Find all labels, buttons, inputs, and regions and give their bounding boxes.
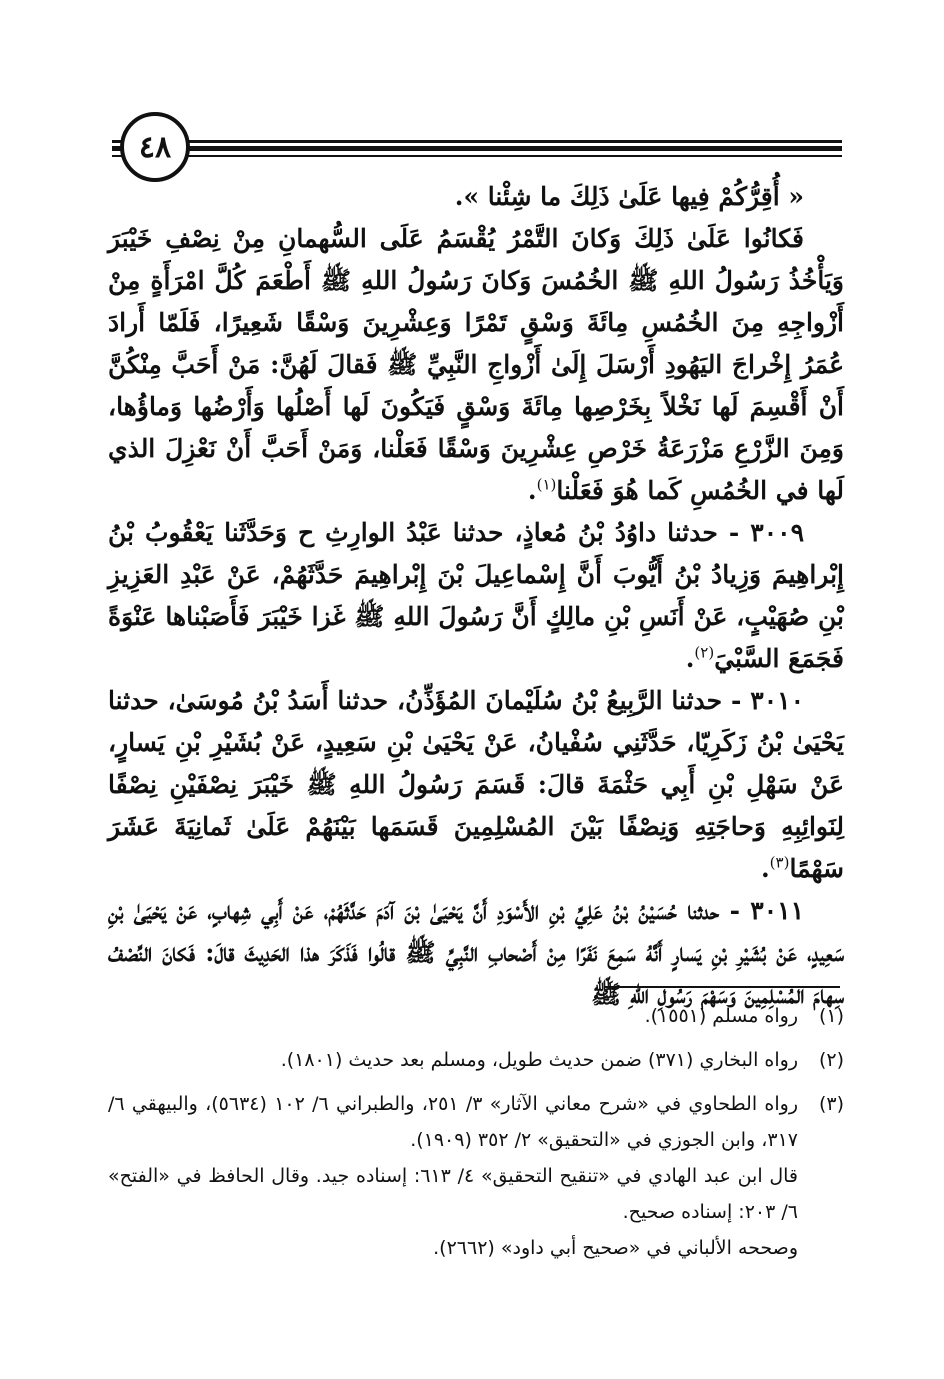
paragraph-text: ٣٠١١ - حدثنا حُسَيْنُ بْنُ عَلِيِّ بْنِ الأَسْوَدِ أَنَّ يَحْيَىٰ بْنَ آدَمَ حَدَّثَهُمْ، عَنْ أَبِي شِهابٍ، عَنْ يَحْيَىٰ بْنِ سَعِيدٍ، عَنْ بُشَيْرِ بْنِ يَسارٍ أَنَّهُ سَمِعَ نَفَرًا مِنْ أَصْحابِ النَّبِيِّ ﷺ قالُوا فَذَكَرَ هذا الحَدِيثَ قالَ: فَكانَ النِّصْفُ سِهامَ المُسْلِمِينَ وَسَهْمَ رَسُولِ اللهِ ﷺ [108,896,844,1009]
footnote-line: رواه مسلم (١٥٥١). [644,1005,798,1027]
footnote-ref: (١) [536,475,557,494]
page-number: ٤٨ [120,112,190,182]
footnote-line: رواه البخاري (٣٧١) ضمن حديث طويل، ومسلم بعد حديث (١٨٠١). [280,1049,798,1071]
main-text [108,176,844,1016]
footnote [108,1042,844,1078]
paragraph [108,176,844,218]
footnote-text [108,998,798,1034]
paragraph-end: . [527,476,537,505]
footnote-number: (٢) [818,1049,844,1071]
footnote-ref: (٢) [694,643,715,662]
footnote-number: (١) [818,1005,844,1027]
page-header [112,112,842,186]
footnotes [108,998,844,1274]
hadith-paragraph [108,680,844,890]
footnote-ref: (٣) [769,853,790,872]
paragraph-text: فَكانُوا عَلَىٰ ذَلِكَ وَكانَ التَّمْرُ يُقْسَمُ عَلَى السُّهمانِ مِنْ نِصْفِ خَيْبَرَ وَيَأْخُذُ رَسُولُ اللهِ ﷺ الخُمُسَ وَكانَ رَسُولُ اللهِ ﷺ أَطْعَمَ كُلَّ امْرَأَةٍ مِنْ أَزْواجِهِ مِنَ الخُمُسِ مِائَةَ وَسْقٍ تَمْرًا وَعِشْرِينَ وَسْقًا شَعِيرًا، فَلَمّا أَرادَ عُمَرُ إِخْراجَ اليَهُودِ أَرْسَلَ إِلَىٰ أَزْواجِ النَّبِيِّ ﷺ فَقالَ لَهُنَّ: مَنْ أَحَبَّ مِنْكُنَّ أَنْ أَقْسِمَ لَها نَخْلاً بِخَرْصِها مِائَةَ وَسْقٍ فَيَكُونَ لَها أَصْلُها وَأَرْضُها وَماؤُها، وَمِنَ الزَّرْعِ مَزْرَعَةُ خَرْصِ عِشْرِينَ وَسْقًا فَعَلْنا، وَمَنْ أَحَبَّ أَنْ نَعْزِلَ الذي لَها في الخُمُسِ كَما هُوَ فَعَلْنا [108,224,844,505]
footnote-line: قال ابن عبد الهادي في «تنقيح التحقيق» ٤/ ٦١٣: إسناده جيد. وقال الحافظ في «الفتح» ٦/ ٢٠٣: إسناده صحيح. [108,1165,798,1223]
header-rule [112,146,842,151]
footnote-text [108,1042,798,1078]
paragraph [108,218,844,512]
hadith-paragraph [108,512,844,680]
header-rule [112,140,842,143]
paragraph-end: . [685,644,695,673]
footnote-number: (٣) [818,1093,844,1115]
paragraph-end: . [760,854,770,883]
footnote-text [108,1086,798,1266]
footnote [108,998,844,1034]
header-rule [112,155,842,157]
paragraph-text: ٣٠١٠ - حدثنا الرَّبِيعُ بْنُ سُلَيْمانَ المُؤَذِّنُ، حدثنا أَسَدُ بْنُ مُوسَىٰ، حدثنا يَحْيَىٰ بْنُ زَكَرِيّا، حَدَّثَنِي سُفْيانُ، عَنْ يَحْيَىٰ بْنِ سَعِيدٍ، عَنْ بُشَيْرِ بْنِ يَسارٍ، عَنْ سَهْلِ بْنِ أَبِي حَثْمَةَ قالَ: قَسَمَ رَسُولُ اللهِ ﷺ خَيْبَرَ نِصْفَيْنِ نِصْفًا لِنَوائِبِهِ وَحاجَتِهِ وَنِصْفًا بَيْنَ المُسْلِمِينَ قَسَمَها بَيْنَهُمْ عَلَىٰ ثَمانِيَةَ عَشَرَ سَهْمًا [108,686,844,883]
footnote-separator [604,986,840,988]
paragraph-text: ٣٠٠٩ - حدثنا داوُدُ بْنُ مُعاذٍ، حدثنا عَبْدُ الوارِثِ ح وَحَدَّثَنا يَعْقُوبُ بْنُ إِبْراهِيمَ وَزِيادُ بْنُ أَيُّوبَ أَنَّ إِسْماعِيلَ بْنَ إِبْراهِيمَ حَدَّثَهُمْ، عَنْ عَبْدِ العَزِيزِ بْنِ صُهَيْبٍ، عَنْ أَنَسِ بْنِ مالِكٍ أَنَّ رَسُولَ اللهِ ﷺ غَزا خَيْبَرَ فَأَصَبْناها عَنْوَةً فَجَمَعَ السَّبْيَ [108,518,844,673]
footnote-line: وصححه الألباني في «صحيح أبي داود» (٢٦٦٢). [433,1237,798,1259]
footnote-line: رواه الطحاوي في «شرح معاني الآثار» ٣/ ٢٥١، والطبراني ٦/ ١٠٢ (٥٦٣٤)، والبيهقي ٦/ ٣١٧، وابن الجوزي في «التحقيق» ٢/ ٣٥٢ (١٩٠٩). [108,1093,798,1151]
paragraph-text: « أُقِرُّكُمْ فِيها عَلَىٰ ذَلِكَ ما شِئْنا ». [454,182,804,211]
footnote [108,1086,844,1266]
